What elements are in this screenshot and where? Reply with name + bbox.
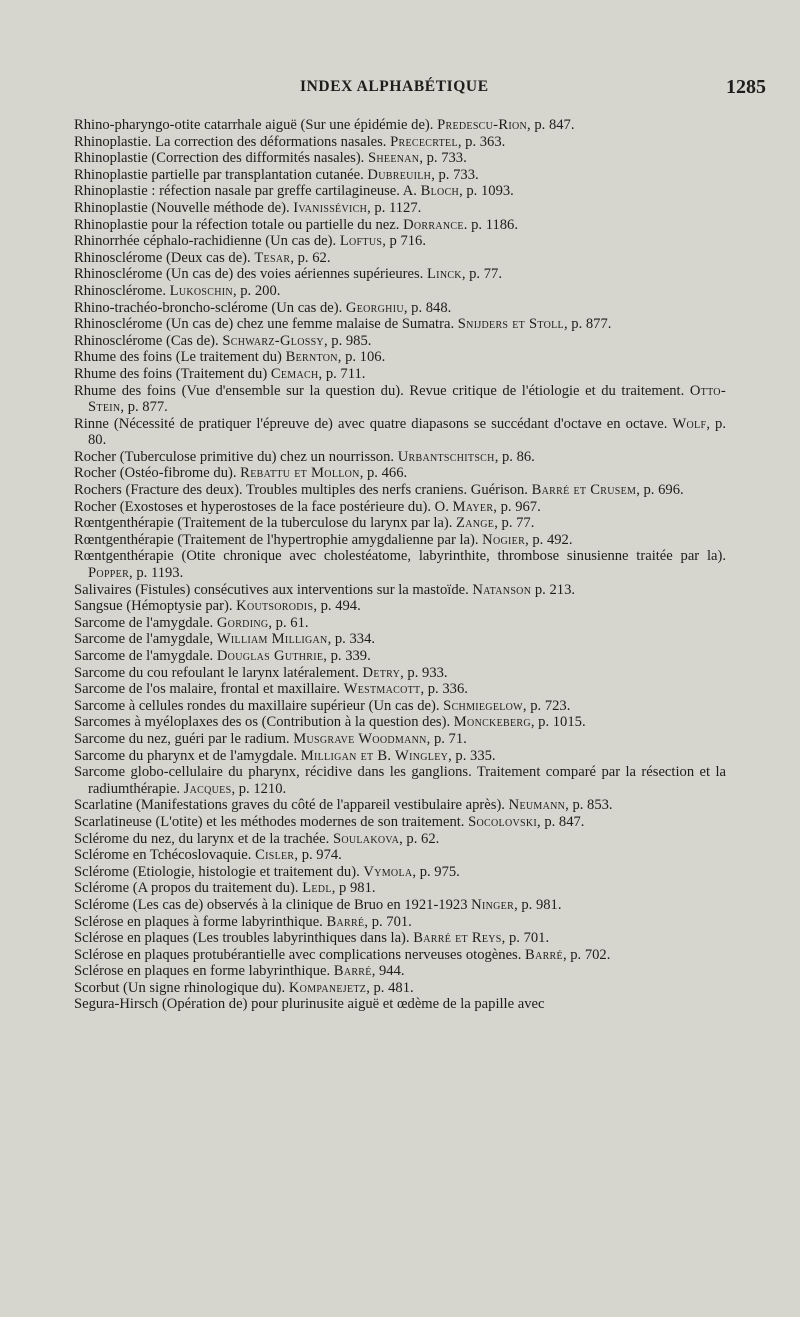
index-entry <box>74 897 726 914</box>
entry-text: Rœntgenthérapie (Traitement de la tuberculose du larynx par la). <box>74 515 457 532</box>
entry-text: Sangsue (Hémoptysie par). <box>74 598 237 615</box>
index-entry <box>74 283 726 300</box>
entry-page-ref: , p. 335. <box>448 747 496 764</box>
entry-text: Sarcomes à myéloplaxes des os (Contribution à la question des). <box>74 714 454 731</box>
entry-page-ref: , p. 1193. <box>129 565 184 582</box>
index-entry <box>74 914 726 931</box>
entry-page-ref: , p. 481. <box>366 979 414 996</box>
entry-author: Jacques <box>183 780 232 797</box>
entry-author: Snijders et Stoll <box>457 316 564 333</box>
index-entry <box>74 947 726 964</box>
entry-page-ref: , p. 1210. <box>231 780 287 797</box>
entry-page-ref: , p. 847. <box>537 813 585 830</box>
entry-page-ref: , p. 853. <box>565 797 613 814</box>
entry-author: Musgrave Woodmann <box>293 730 427 747</box>
entry-text: Scarlatineuse (L'otite) et les méthodes modernes de son traitement. <box>74 813 469 830</box>
entry-page-ref: , p. 701. <box>501 930 550 947</box>
index-entries <box>74 117 726 1013</box>
entry-author: Detry <box>362 664 401 681</box>
index-entry <box>74 996 726 1013</box>
entry-author: Bernton <box>285 349 338 366</box>
entry-text: Rhinosclérome. <box>74 282 170 299</box>
entry-author: Popper <box>88 565 130 582</box>
index-entry <box>74 134 726 151</box>
entry-author: Vymola <box>363 863 413 880</box>
entry-author: Kompanejetz <box>288 979 367 996</box>
index-entry <box>74 764 726 797</box>
entry-page-ref: , p. 61. <box>268 614 309 631</box>
index-entry <box>74 465 726 482</box>
entry-text: Segura-Hirsch (Opération de) pour plurinusite aiguë et œdème de la papille avec <box>74 996 545 1013</box>
entry-author: Otto-Stein <box>88 382 726 416</box>
entry-page-ref: , p. 80. <box>88 415 726 449</box>
entry-author: Georghiu <box>345 299 404 316</box>
entry-text: Sarcome de l'os malaire, frontal et maxillaire. <box>74 681 344 698</box>
entry-page-ref: , p. 62. <box>399 830 440 847</box>
entry-text: Sclérome (A propos du traitement du). <box>74 880 303 897</box>
entry-page-ref: , p. 696. <box>636 482 684 499</box>
entry-author: Schmiegelow <box>443 697 523 714</box>
entry-text: Rhume des foins (Traitement du) <box>74 365 271 382</box>
entry-page-ref: , p. 877. <box>120 399 168 416</box>
entry-text: Rœntgenthérapie (Otite chronique avec cholestéatome, labyrinthite, thrombose sinusienne traitée par la). <box>74 548 726 565</box>
index-entry <box>74 333 726 350</box>
entry-page-ref: , p. 985. <box>323 332 372 349</box>
entry-text: Rhinoplastie (Nouvelle méthode de). <box>74 199 294 216</box>
entry-text: Rocher (Ostéo-fibrome du). <box>74 465 241 482</box>
entry-text: Rhume des foins (Vue d'ensemble sur la question du). Revue critique de l'étiologie et du traitement. <box>74 382 690 399</box>
index-entry <box>74 482 726 499</box>
entry-author: Mayer <box>452 498 494 515</box>
entry-author: Ivanissévich <box>293 199 368 216</box>
index-entry <box>74 515 726 532</box>
entry-author: Predescu-Rion <box>437 117 528 133</box>
index-entry <box>74 731 726 748</box>
entry-text: Rhino-pharyngo-otite catarrhale aiguë (Sur une épidémie de). <box>74 117 438 133</box>
entry-author: Urbantschitsch <box>397 448 495 465</box>
index-entry <box>74 167 726 184</box>
entry-author: Cemach <box>270 365 319 382</box>
entry-text: Salivaires (Fistules) consécutives aux interventions sur la mastoïde. <box>74 581 473 598</box>
entry-text: Rocher (Exostoses et hyperostoses de la face postérieure du). O. <box>74 498 453 515</box>
entry-text: Sclérose en plaques protubérantielle avec complications nerveuses otogènes. <box>74 946 526 963</box>
entry-text: Sarcome du nez, guéri par le radium. <box>74 730 294 747</box>
index-entry <box>74 880 726 897</box>
index-entry <box>74 300 726 317</box>
entry-author: Barré <box>333 963 372 980</box>
entry-page-ref: , p. 733. <box>419 150 467 167</box>
entry-author: Linck <box>426 266 462 283</box>
entry-page-ref: , p 981. <box>331 880 376 897</box>
entry-author: Milligan et B. Wingley <box>300 747 449 764</box>
entry-text: Rhinosclérome (Deux cas de). <box>74 249 255 266</box>
entry-page-ref: , p 716. <box>382 233 426 250</box>
entry-author: Barré <box>326 913 365 930</box>
entry-author: Neumann <box>508 797 566 814</box>
page-number: 1285 <box>726 76 766 98</box>
entry-page-ref: , p. 847. <box>527 117 575 133</box>
entry-author: Barré et Reys <box>413 930 502 947</box>
index-entry <box>74 681 726 698</box>
entry-page-ref: , p. 933. <box>400 664 448 681</box>
entry-text: Sarcome à cellules rondes du maxillaire supérieur (Un cas de). <box>74 697 444 714</box>
entry-page-ref: , p. 701. <box>364 913 412 930</box>
entry-author: Nogier <box>482 531 526 548</box>
index-entry <box>74 532 726 549</box>
entry-author: Schwarz-Glossy <box>222 332 324 349</box>
entry-author: Ledl <box>302 880 332 897</box>
entry-author: Soulakova <box>332 830 400 847</box>
index-entry <box>74 548 726 581</box>
entry-author: Zange <box>456 515 495 532</box>
entry-text: Rhinosclérome (Un cas de) chez une femme malaise de Sumatra. <box>74 316 458 333</box>
index-entry <box>74 665 726 682</box>
entry-text: Sarcome globo-cellulaire du pharynx, récidive dans les ganglions. Traitement comparé par la résection et la radiumthérapie. <box>74 764 726 797</box>
entry-author: Monckeberg <box>453 714 531 731</box>
entry-author: Bloch <box>420 183 460 200</box>
entry-text: Rhume des foins (Le traitement du) <box>74 349 286 366</box>
index-entry <box>74 366 726 383</box>
index-entry <box>74 648 726 665</box>
page-header <box>0 76 800 102</box>
entry-text: Sclérose en plaques (Les troubles labyrinthiques dans la). <box>74 930 414 947</box>
index-entry <box>74 117 726 134</box>
entry-author: Lukoschin <box>169 282 233 299</box>
entry-text: Sarcome de l'amygdale, <box>74 631 217 648</box>
index-entry <box>74 200 726 217</box>
entry-page-ref: , p. 1015. <box>530 714 586 731</box>
entry-text: Rhinoplastie : réfection nasale par greffe cartilagineuse. A. <box>74 183 421 200</box>
entry-author: Sheenan <box>367 150 420 167</box>
entry-text: Rhinorrhée céphalo-rachidienne (Un cas de). <box>74 233 340 250</box>
entry-author: Rebattu et Mollon <box>240 465 360 482</box>
entry-text: Scarlatine (Manifestations graves du côté de l'appareil vestibulaire après). <box>74 797 509 814</box>
entry-author: Prececrtel <box>390 133 458 150</box>
index-entry <box>74 449 726 466</box>
entry-text: Rœntgenthérapie (Traitement de l'hypertrophie amygdalienne par la). <box>74 531 483 548</box>
index-entry <box>74 499 726 516</box>
entry-author: Ninger <box>471 896 515 913</box>
entry-page-ref: , p. 494. <box>313 598 361 615</box>
entry-page-ref: , p. 106. <box>337 349 386 366</box>
entry-page-ref: , p. 711. <box>318 365 366 382</box>
entry-author: William Milligan <box>216 631 328 648</box>
entry-author: Barré et Crusem <box>531 482 637 499</box>
entry-page-ref: , p. 1093. <box>459 183 514 200</box>
entry-page-ref: , p. 339. <box>323 648 371 664</box>
index-entry <box>74 814 726 831</box>
index-entry <box>74 797 726 814</box>
entry-page-ref: , p. 1127. <box>367 199 422 216</box>
entry-author: Douglas Guthrie <box>216 648 324 664</box>
entry-text: Sclérose en plaques en forme labyrinthique. <box>74 963 334 980</box>
entry-text: Sarcome de l'amygdale. <box>74 648 217 664</box>
index-entry <box>74 980 726 997</box>
index-entry <box>74 316 726 333</box>
index-entry <box>74 714 726 731</box>
entry-page-ref: , p. 62. <box>290 249 331 266</box>
entry-text: Rhino-trachéo-broncho-sclérome (Un cas de). <box>74 299 346 316</box>
index-entry <box>74 698 726 715</box>
running-title: INDEX ALPHABÉTIQUE <box>300 78 489 95</box>
entry-author: Dorrance <box>403 216 464 233</box>
entry-author: Loftus <box>339 233 383 250</box>
entry-text: Rhinoplastie. La correction des déformations nasales. <box>74 133 391 150</box>
entry-text: Sarcome du cou refoulant le larynx latéralement. <box>74 664 363 681</box>
index-entry <box>74 183 726 200</box>
entry-author: Cisler <box>255 847 295 864</box>
entry-page-ref: , 944. <box>371 963 405 980</box>
entry-text: Sclérome en Tchécoslovaquie. <box>74 847 256 864</box>
entry-author: Gording <box>216 614 269 631</box>
entry-text: Sarcome du pharynx et de l'amygdale. <box>74 747 301 764</box>
entry-text: Rhinosclérome (Cas de). <box>74 332 223 349</box>
index-entry <box>74 233 726 250</box>
index-entry <box>74 963 726 980</box>
entry-author: Wolf <box>672 415 707 432</box>
entry-text: Rochers (Fracture des deux). Troubles multiples des nerfs craniens. Guérison. <box>74 482 532 499</box>
entry-page-ref: , p. 848. <box>403 299 452 316</box>
entry-page-ref: , p. 86. <box>494 448 535 465</box>
entry-text: Sclérome (Les cas de) observés à la clinique de Bruo en 1921-1923 <box>74 896 472 913</box>
entry-page-ref: , p. 877. <box>563 316 612 333</box>
entry-page-ref: , p. 363. <box>457 133 506 150</box>
entry-text: Rhinoplastie partielle par transplantation cutanée. <box>74 166 368 183</box>
entry-page-ref: p. 213. <box>531 581 576 598</box>
entry-text: Rhinoplastie (Correction des difformités nasales). <box>74 150 368 167</box>
entry-page-ref: , p. 981. <box>514 896 562 913</box>
index-entry <box>74 831 726 848</box>
entry-page-ref: , p. 733. <box>431 166 479 183</box>
entry-page-ref: , p. 466. <box>359 465 408 482</box>
entry-page-ref: , p. 77. <box>461 266 502 283</box>
entry-author: Westmacott <box>343 681 421 698</box>
index-entry <box>74 864 726 881</box>
index-entry <box>74 383 726 416</box>
index-entry <box>74 582 726 599</box>
index-entry <box>74 416 726 449</box>
index-entry <box>74 266 726 283</box>
index-entry <box>74 631 726 648</box>
entry-page-ref: , p. 967. <box>493 498 541 515</box>
entry-page-ref: , p. 974. <box>294 847 342 864</box>
entry-text: Rhinoplastie pour la réfection totale ou partielle du nez. <box>74 216 404 233</box>
entry-text: Rocher (Tuberculose primitive du) chez un nourrisson. <box>74 448 398 465</box>
entry-text: Rinne (Nécessité de pratiquer l'épreuve de) avec quatre diapasons se succédant d'octave en octave. <box>74 415 673 432</box>
entry-page-ref: , p. 492. <box>525 531 573 548</box>
entry-page-ref: , p. 336. <box>420 681 468 698</box>
entry-page-ref: , p. 334. <box>327 631 376 648</box>
index-entry <box>74 349 726 366</box>
entry-page-ref: . p. 1186. <box>463 216 518 233</box>
index-entry <box>74 250 726 267</box>
entry-text: Scorbut (Un signe rhinologique du). <box>74 979 289 996</box>
entry-page-ref: , p. 200. <box>232 282 281 299</box>
index-entry <box>74 615 726 632</box>
entry-author: Socolovski <box>468 813 538 830</box>
index-entry <box>74 930 726 947</box>
index-entry <box>74 847 726 864</box>
entry-author: Koutsorodis <box>236 598 314 615</box>
entry-page-ref: , p. 77. <box>494 515 535 532</box>
entry-page-ref: , p. 702. <box>562 946 611 963</box>
entry-author: Barré <box>525 946 563 963</box>
entry-text: Sclérose en plaques à forme labyrinthique. <box>74 913 327 930</box>
index-entry <box>74 150 726 167</box>
entry-text: Sarcome de l'amygdale. <box>74 614 217 631</box>
entry-page-ref: , p. 71. <box>426 730 467 747</box>
entry-text: Rhinosclérome (Un cas de) des voies aériennes supérieures. <box>74 266 427 283</box>
entry-author: Dubreuilh <box>367 166 432 183</box>
index-entry <box>74 748 726 765</box>
entry-page-ref: , p. 723. <box>522 697 571 714</box>
entry-author: Natanson <box>472 581 532 598</box>
entry-text: Sclérome (Etiologie, histologie et traitement du). <box>74 863 364 880</box>
index-entry <box>74 217 726 234</box>
entry-page-ref: , p. 975. <box>412 863 460 880</box>
entry-text: Sclérome du nez, du larynx et de la trachée. <box>74 830 333 847</box>
index-entry <box>74 598 726 615</box>
entry-author: Tesar <box>254 249 291 266</box>
